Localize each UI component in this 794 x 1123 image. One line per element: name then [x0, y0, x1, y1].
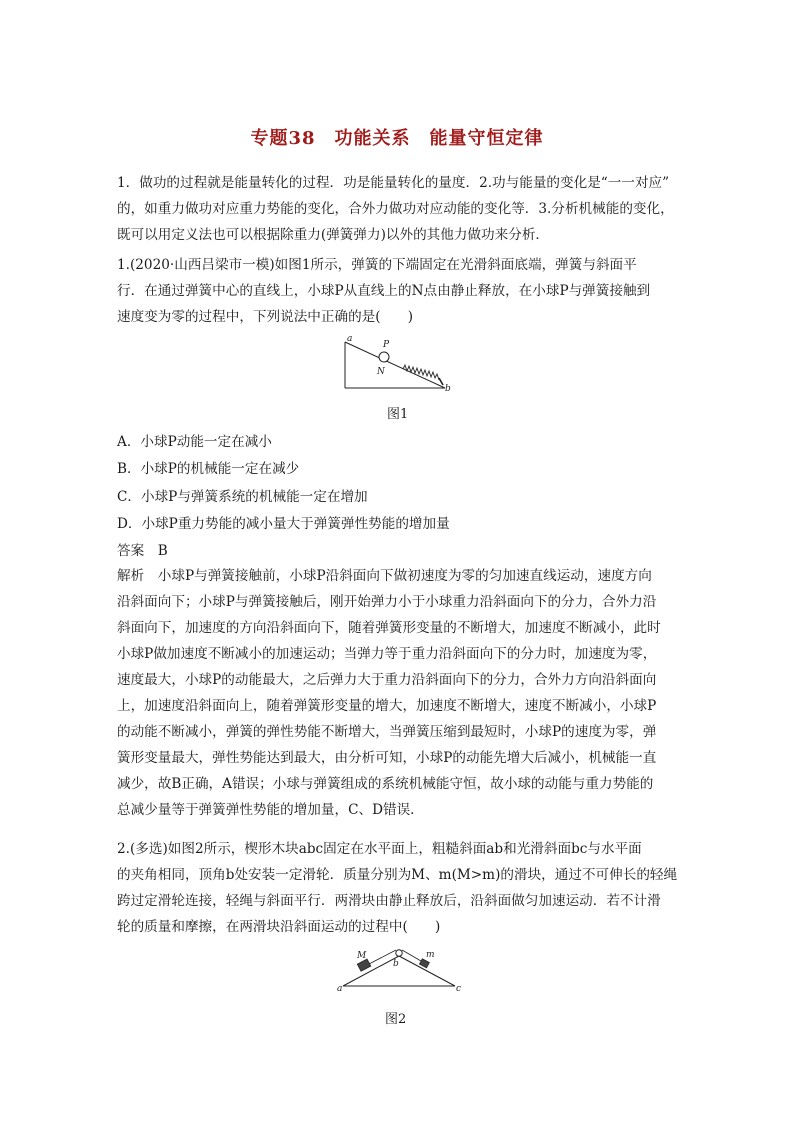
q1-stem-line: 行．在通过弹簧中心的直线上，小球P从直线上的N点由静止释放，在小球P与弹簧接触到 [117, 283, 651, 299]
figure-1 [335, 334, 455, 398]
figure-2 [335, 944, 465, 998]
analysis-line: 减少，故B正确，A错误；小球与弹簧组成的系统机械能守恒，故小球的动能与重力势能的 [117, 776, 654, 792]
question-2-stem [117, 836, 677, 940]
analysis-line: 簧形变量最大，弹性势能达到最大，由分析可知，小球P的动能先增大后减小，机械能一直 [117, 750, 657, 766]
question-1-stem [117, 252, 677, 330]
label-m: m [426, 950, 435, 960]
label-a: a [337, 984, 343, 994]
intro-line: 1．做功的过程就是能量转化的过程．功是能量转化的量度．2.功与能量的变化是“一一对应” [117, 175, 670, 191]
q2-stem-line: 跨过定滑轮连接，轻绳与斜面平行．两滑块由静止释放后，沿斜面做匀加速运动．若不计滑 [117, 893, 661, 909]
intro-line: 既可以用定义法也可以根据除重力(弹簧弹力)以外的其他力做功来分析． [117, 227, 550, 243]
label-c: c [456, 984, 462, 994]
label-a: a [347, 334, 353, 344]
option-a: A．小球P动能一定在减小 [117, 434, 272, 450]
q2-stem-line: 的夹角相同，顶角b处安装一定滑轮．质量分别为M、m(M>m)的滑块，通过不可伸长的轻绳 [117, 867, 678, 883]
analysis-line: 上，加速度沿斜面向上，随着弹簧形变量的增大，加速度不断增大，速度不断减小，小球P [117, 698, 657, 714]
incline-spring-diagram [335, 334, 455, 394]
intro-paragraph [117, 170, 677, 248]
analysis-line: 沿斜面向下；小球P与弹簧接触后，刚开始弹力小于小球重力沿斜面向下的分力，合外力沿 [117, 594, 657, 610]
analysis-line: 斜面向下，加速度的方向沿斜面向下，随着弹簧形变量的不断增大，加速度不断减小，此时 [117, 620, 661, 636]
figure-2-caption: 图2 [385, 1012, 407, 1027]
label-p: P [383, 340, 390, 350]
wedge-pulley-diagram [335, 944, 465, 994]
label-M: M [357, 951, 367, 961]
q1-stem-line: 1.(2020·山西吕梁市一模)如图1所示，弹簧的下端固定在光滑斜面底端，弹簧与斜面平 [117, 257, 637, 273]
option-b: B．小球P的机械能一定在减少 [117, 461, 300, 477]
analysis-line: 总减少量等于弹簧弹性势能的增加量，C、D错误． [117, 802, 424, 818]
analysis-line: 速度最大，小球P的动能最大，之后弹力大于重力沿斜面向下的分力，合外力方向沿斜面向 [117, 672, 657, 688]
option-c: C．小球P与弹簧系统的机械能一定在增加 [117, 489, 368, 505]
q2-stem-line: 轮的质量和摩擦，在两滑块沿斜面运动的过程中( ) [117, 919, 441, 935]
option-d: D．小球P重力势能的减小量大于弹簧弹性势能的增加量 [117, 516, 450, 532]
analysis-line: 小球P做加速度不断减小的加速运动；当弹力等于重力沿斜面向下的分力时，加速度为零， [117, 646, 657, 662]
figure-1-caption: 图1 [387, 407, 409, 422]
q2-stem-line: 2.(多选)如图2所示，楔形木块abc固定在水平面上，粗糙斜面ab和光滑斜面bc与水平面 [117, 841, 642, 857]
label-b: b [393, 959, 399, 969]
analysis-line: 解析 小球P与弹簧接触前，小球P沿斜面向下做初速度为零的匀加速直线运动，速度方向 [117, 568, 652, 584]
analysis-line: 的动能不断减小，弹簧的弹性势能不断增大，当弹簧压缩到最短时，小球P的速度为零，弹 [117, 724, 657, 740]
analysis-paragraph [117, 563, 677, 823]
label-n: N [377, 367, 385, 377]
page-title: 专题38 功能关系 能量守恒定律 [250, 128, 544, 149]
intro-line: 的，如重力做功对应重力势能的变化，合外力做功对应动能的变化等．3.分析机械能的变化， [117, 201, 674, 217]
answer-line: 答案 B [117, 543, 168, 559]
q1-stem-line: 速度变为零的过程中，下列说法中正确的是( ) [117, 309, 414, 325]
label-b: b [445, 384, 451, 394]
